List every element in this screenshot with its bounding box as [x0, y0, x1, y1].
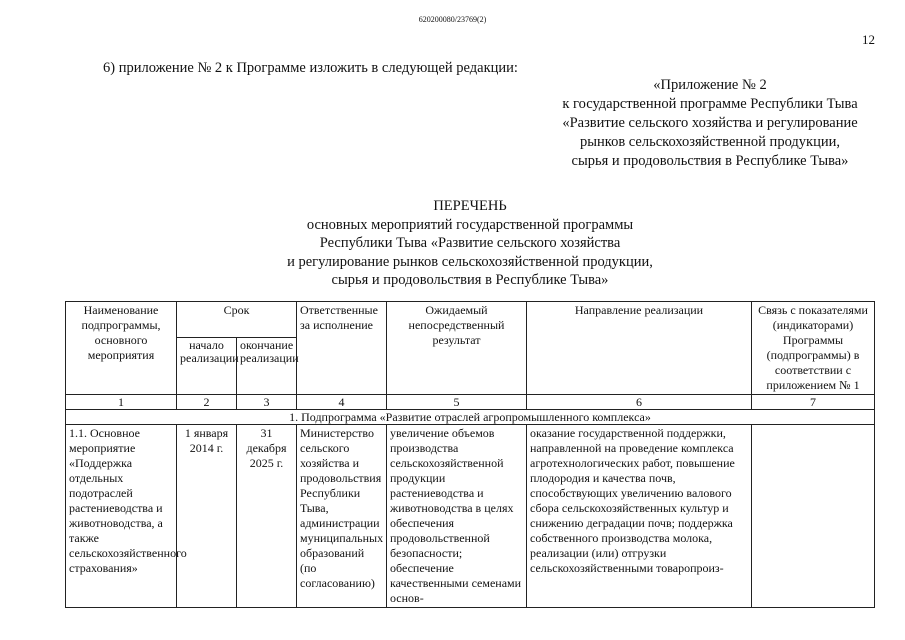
title-line: и регулирование рынков сельскохозяйственной продукции,	[287, 253, 653, 270]
cell-indicator-link	[752, 425, 875, 608]
column-number: 4	[297, 395, 387, 410]
title-line: сырья и продовольствия в Республике Тыва»	[331, 272, 609, 288]
column-number: 1	[66, 395, 177, 410]
appendix-line: к государственной программе Республики Тыва	[562, 96, 858, 112]
cell-direction: оказание государственной поддержки, направленной на проведение комплекса агротехнологических работ, повышение плодородия и качества почв, способствующих увеличению валового сбора сельскохозяйственных культур и снижению деградации почв; поддержка собственного производства молока, реализации (или) отгрузки сельскохозяйственными товаропроиз-	[527, 425, 752, 608]
cell-start-date: 1 января 2014 г.	[177, 425, 237, 608]
title-line: основных мероприятий государственной программы	[306, 216, 634, 233]
header-term: Срок	[177, 302, 297, 338]
measures-table	[65, 301, 875, 608]
cell-expected-result: увеличение объемов производства сельскохозяйственной продукции растениеводства и животноводства в целях обеспечения продовольственной безопасности; обеспечение качественными семенами основ-	[387, 425, 527, 608]
subprogram-row	[66, 410, 875, 425]
subprogram-title: 1. Подпрограмма «Развитие отраслей агропромышленного комплекса»	[66, 410, 875, 425]
document-id: 620200080/23769(2)	[418, 15, 487, 24]
table-row	[66, 425, 875, 608]
header-term-end: окончание реализации	[237, 337, 297, 394]
header-link: Связь с показателями (индикаторами) Программы (подпрограммы) в соответствии с приложением № 1	[752, 302, 875, 395]
header-term-start: начало реализации	[177, 337, 237, 394]
title-line: Республики Тыва «Развитие сельского хозяйства	[319, 235, 621, 251]
header-expected: Ожидаемый непосредственный результат	[387, 302, 527, 395]
document-title	[245, 197, 695, 290]
appendix-line: «Приложение № 2	[653, 77, 767, 93]
column-number: 6	[527, 395, 752, 410]
table-number-row	[66, 395, 875, 410]
column-number: 3	[237, 395, 297, 410]
appendix-line: «Развитие сельского хозяйства и регулирование	[562, 115, 858, 131]
column-number: 7	[752, 395, 875, 410]
column-number: 2	[177, 395, 237, 410]
cell-end-date: 31 декабря 2025 г.	[237, 425, 297, 608]
header-responsible: Ответственные за исполнение	[297, 302, 387, 395]
intro-text: 6) приложение № 2 к Программе изложить в следующей редакции:	[103, 60, 518, 76]
cell-responsible: Министерство сельского хозяйства и продовольствия Республики Тыва, администрации муниципальных образований (по согласованию)	[297, 425, 387, 608]
header-direction: Направление реализации	[527, 302, 752, 395]
column-number: 5	[387, 395, 527, 410]
cell-measure-name: 1.1. Основное мероприятие «Поддержка отдельных подотраслей растениеводства и животноводства, а также сельскохозяйственного страхования»	[66, 425, 177, 608]
header-name: Наименование подпрограммы, основного мероприятия	[66, 302, 177, 395]
appendix-line: сырья и продовольствия в Республике Тыва»	[571, 153, 849, 169]
title-heading: ПЕРЕЧЕНЬ	[433, 198, 507, 214]
table-header-row	[66, 302, 875, 338]
appendix-line: рынков сельскохозяйственной продукции,	[580, 134, 840, 150]
appendix-reference	[520, 76, 900, 171]
page-number: 12	[862, 32, 875, 47]
